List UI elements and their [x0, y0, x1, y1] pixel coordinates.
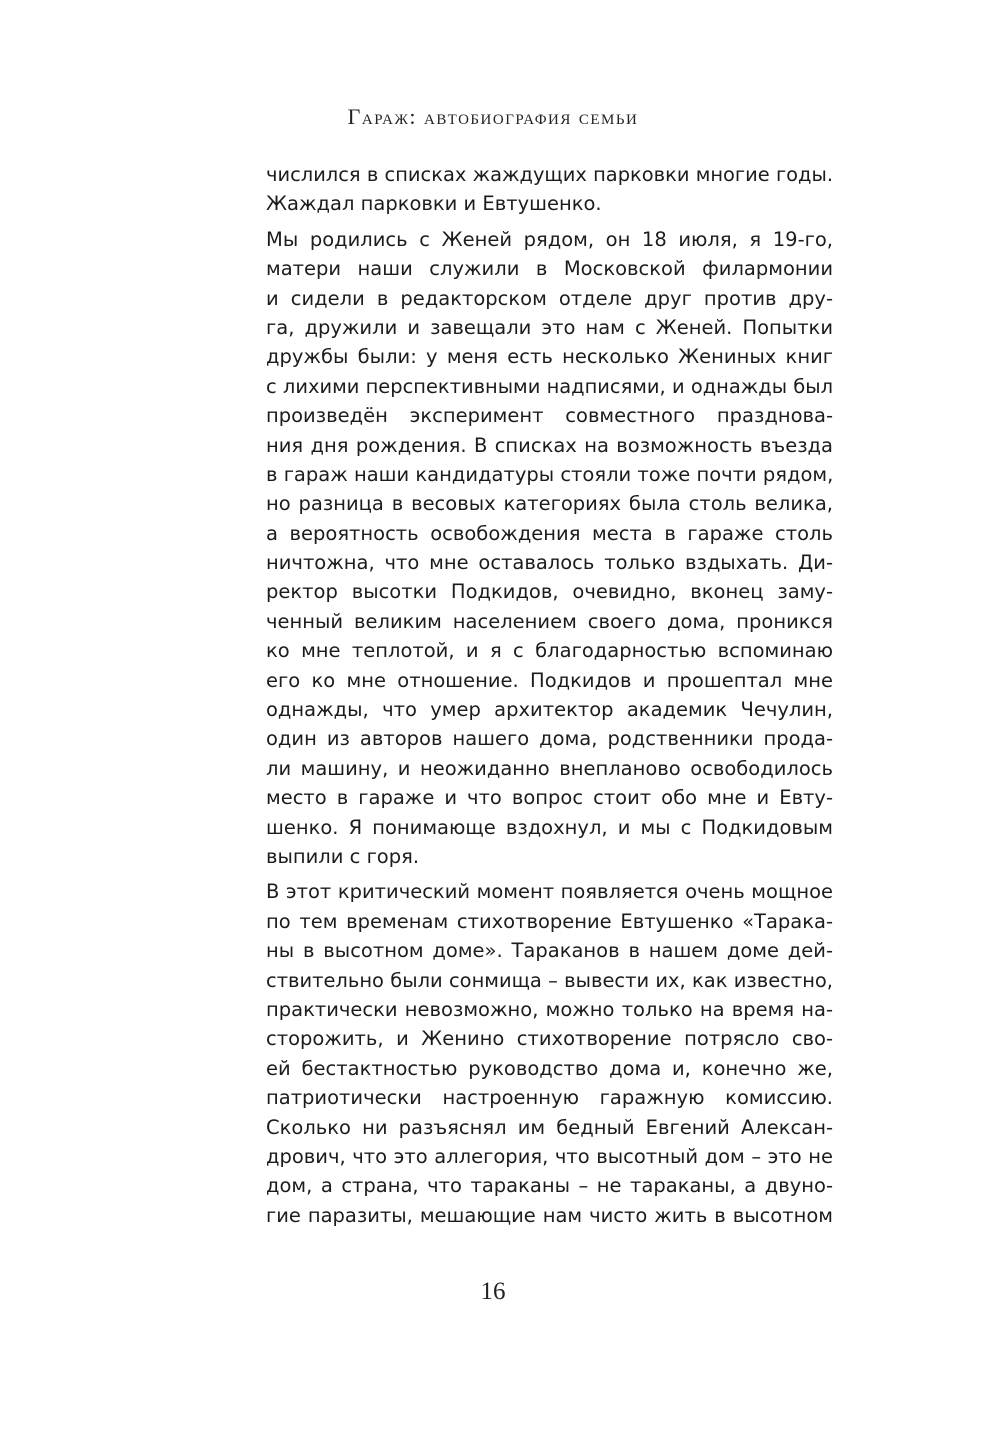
text-line: с лихими перспективными надписями, и однажды был [266, 374, 833, 398]
text-line: сторожить, и Женино стихотворение потрясло сво- [266, 1027, 833, 1051]
text-line: дом, а страна, что тараканы – не тараканы, а двуно- [266, 1174, 833, 1198]
paragraph [266, 160, 833, 219]
text-line: а вероятность освобождения места в гараже столь [266, 521, 833, 545]
body-text [266, 160, 833, 1230]
text-line: шенко. Я понимающе вздохнул, и мы с Подкидовым [266, 815, 833, 839]
text-line: матери наши служили в Московской филармонии [266, 257, 833, 281]
text-line: ствительно были сонмища – вывести их, как известно, [266, 968, 833, 992]
text-line: выпили с горя. [266, 844, 420, 868]
text-line: Мы родились с Женей рядом, он 18 июля, я 19-го, [266, 227, 833, 251]
text-line: ли машину, и неожиданно внепланово освободилось [266, 756, 833, 780]
text-line: практически невозможно, можно только на время на- [266, 997, 833, 1021]
text-line: по тем временам стихотворение Евтушенко «Тарака- [266, 909, 833, 933]
text-line: Жаждал парковки и Евтушенко. [266, 192, 602, 216]
text-line: В этот критический момент появляется очень мощное [266, 880, 833, 904]
text-line: ректор высотки Подкидов, очевидно, вконец заму- [266, 580, 833, 604]
text-line: и сидели в редакторском отделе друг против дру- [266, 286, 833, 310]
text-line: его ко мне отношение. Подкидов и прошептал мне [266, 668, 833, 692]
text-line: место в гараже и что вопрос стоит обо мне и Евту- [266, 786, 833, 810]
page-number: 16 [480, 1278, 506, 1305]
running-head: Гараж: автобиография семьи [347, 104, 639, 129]
text-line: один из авторов нашего дома, родственники прода- [266, 727, 833, 751]
text-line: ченный великим населением своего дома, проникся [266, 609, 833, 633]
text-line: дрович, что это аллегория, что высотный дом – это не [266, 1144, 833, 1168]
text-line: дружбы были: у меня есть несколько Жениных книг [266, 345, 833, 369]
text-line: но разница в весовых категориях была столь велика, [266, 492, 833, 516]
text-line: ей бестактностью руководство дома и, конечно же, [266, 1056, 833, 1080]
text-line: Сколько ни разъяснял им бедный Евгений Алексан- [266, 1115, 833, 1139]
text-line: однажды, что умер архитектор академик Чечулин, [266, 698, 833, 722]
text-line: числился в списках жаждущих парковки многие годы. [266, 163, 833, 186]
paragraph [266, 225, 833, 872]
text-line: в гараж наши кандидатуры стояли тоже почти рядом, [266, 462, 834, 486]
text-line: га, дружили и завещали это нам с Женей. Попытки [266, 315, 833, 339]
text-line: патриотически настроенную гаражную комиссию. [266, 1086, 833, 1110]
text-line: ния дня рождения. В списках на возможность въезда [266, 433, 833, 457]
text-line: гие паразиты, мешающие нам чисто жить в высотном [266, 1203, 833, 1227]
text-line: ны в высотном доме». Тараканов в нашем доме дей- [266, 939, 833, 963]
text-line: произведён эксперимент совместного празднова- [266, 404, 833, 428]
text-line: ко мне теплотой, и я с благодарностью вспоминаю [266, 639, 833, 663]
paragraph [266, 877, 833, 1230]
text-line: ничтожна, что мне оставалось только вздыхать. Ди- [266, 551, 833, 575]
